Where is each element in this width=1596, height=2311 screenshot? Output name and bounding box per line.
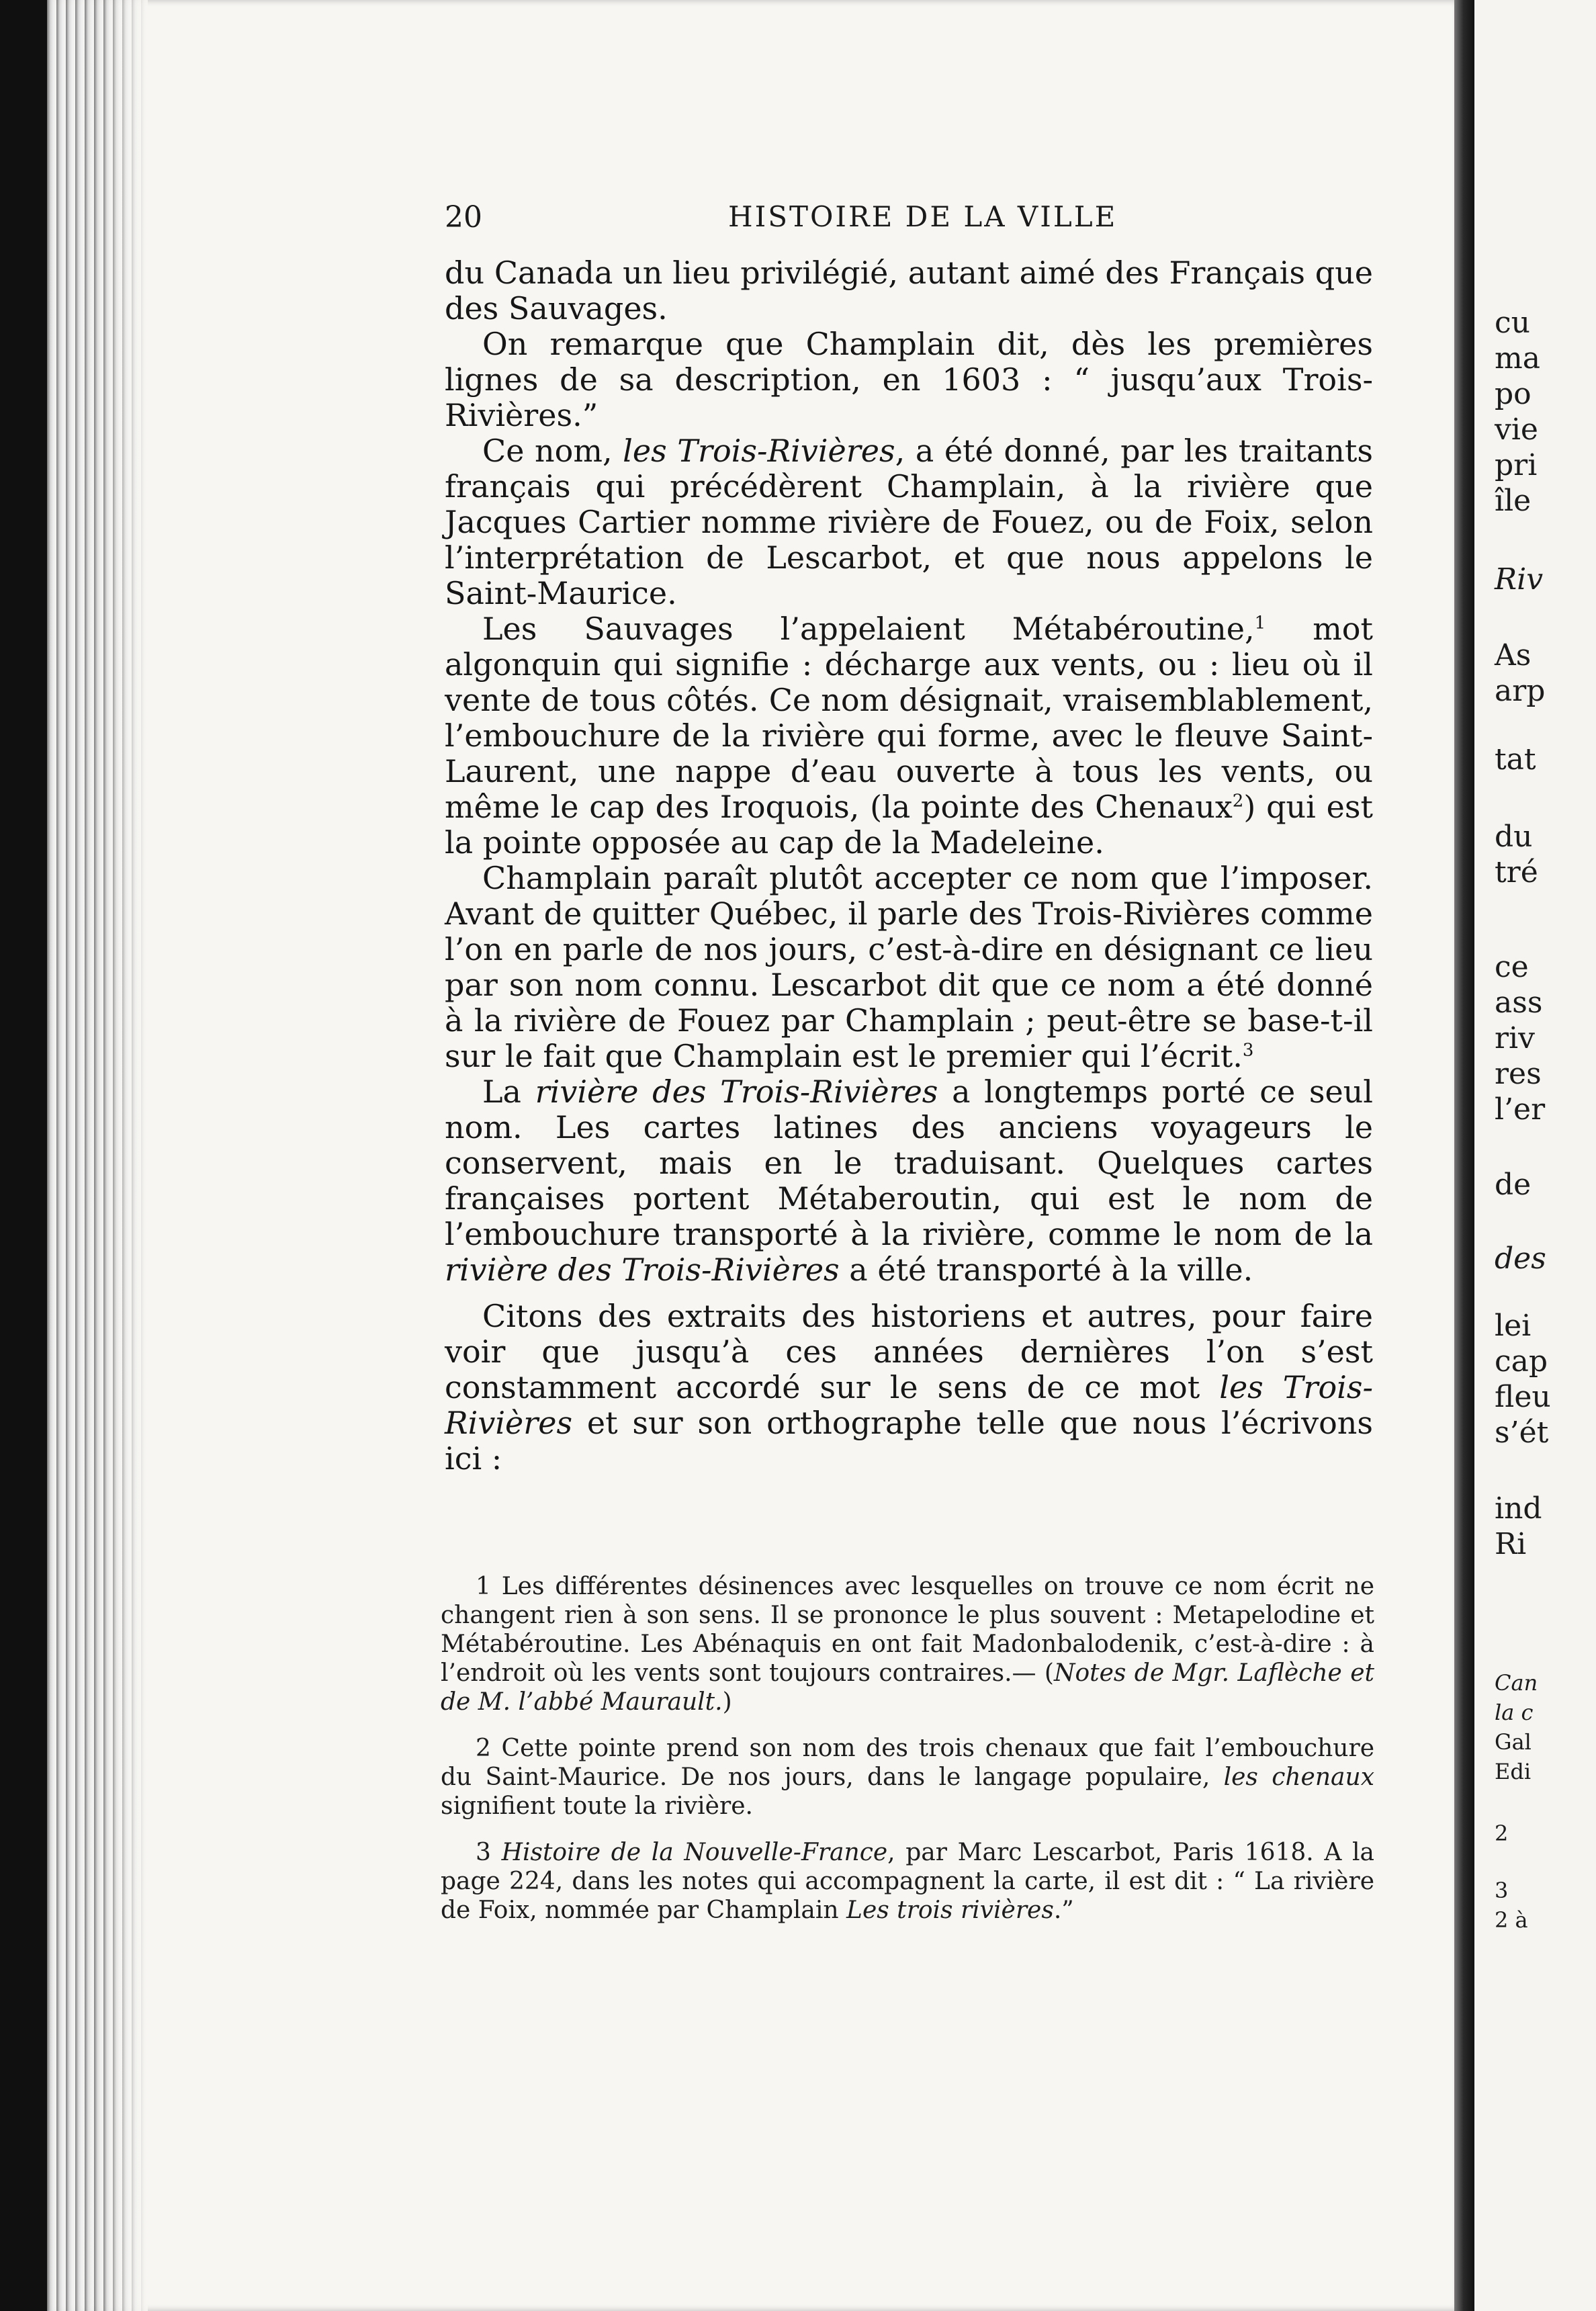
facing-line: Can: [1495, 1670, 1538, 1696]
footnote-1: [441, 1572, 1374, 1716]
paragraph: [445, 1299, 1373, 1477]
facing-line: pri: [1495, 448, 1538, 482]
footnote-text: signifient toute la rivière.: [441, 1792, 753, 1820]
footnote-text: 2 Cette pointe prend son nom des trois chenaux que fait l’embouchure du Saint-Maurice. De nos jours, dans le langage populaire,: [441, 1735, 1374, 1791]
footnote-ref: 2: [1232, 791, 1244, 812]
paragraph: [445, 861, 1373, 1074]
facing-line: tat: [1495, 742, 1536, 777]
facing-line: des: [1495, 1241, 1546, 1276]
facing-line: l’er: [1495, 1092, 1546, 1127]
running-head: HISTOIRE DE LA VILLE: [728, 200, 1118, 233]
footnote-text: 1 Les différentes désinences avec lesquelles on trouve ce nom écrit ne changent rien à son sens. Il se prononce le plus souvent : Metapelodine et Métabéroutine. Les Abénaquis en ont fait Madonbalodenik, c’est-à-dire : à l’endroit où les vents sont toujours contraires.— (: [441, 1573, 1374, 1687]
paragraph-text: Champlain paraît plutôt accepter ce nom que l’imposer. Avant de quitter Québec, il parle des Trois-Rivières comme l’on en parle de nos jours, c’est-à-dire en désignant ce lieu par son nom connu. Lescarbot dit que ce nom a été donné à la rivière de Fouez par Champlain ; peut-être se base-t-il sur le fait que Champlain est le premier qui l’écrit.: [445, 860, 1373, 1074]
facing-line: lei: [1495, 1309, 1532, 1343]
paragraph-text: a été transporté à la ville.: [839, 1252, 1253, 1288]
facing-line: ma: [1495, 341, 1540, 376]
facing-line: ass: [1495, 986, 1543, 1020]
facing-line: du: [1495, 820, 1533, 854]
footnote-2: [441, 1734, 1374, 1821]
facing-line: po: [1495, 377, 1532, 411]
paragraph-text: Citons des extraits des historiens et autres, pour faire voir que jusqu’à ces années dernières l’on s’est constamment accordé sur le sens de ce mot: [445, 1298, 1373, 1405]
facing-line: vie: [1495, 412, 1538, 447]
facing-line: 3: [1495, 1878, 1509, 1903]
facing-line: cap: [1495, 1344, 1548, 1379]
facing-line: ce: [1495, 950, 1529, 984]
facing-line: 2 à: [1495, 1907, 1528, 1933]
facing-line: Gal: [1495, 1729, 1532, 1755]
footnote-ref: 3: [1242, 1040, 1254, 1061]
italic-term: les chenaux: [1223, 1763, 1374, 1791]
paragraph: [445, 433, 1373, 611]
facing-line: Edi: [1495, 1759, 1532, 1784]
paragraph-text: ) qui est la pointe opposée au cap de la Madeleine.: [445, 789, 1373, 861]
paragraph-text: a longtemps porté ce seul nom. Les cartes latines des anciens voyageurs le conservent, mais en le traduisant. Quelques cartes françaises portent Métaberoutin, qui est le nom de l’embouchure transporté à la rivière, comme le nom de la: [445, 1074, 1374, 1252]
paragraph-text: mot algonquin qui signifie : décharge aux vents, ou : lieu où il vente de tous côtés. Ce nom désignait, vraisemblablement, l’embouchure de la rivière qui forme, avec le fleuve Saint-Laurent, une nappe d’eau ouverte à tous les vents, ou même le cap des Iroquois, (la pointe des Chenaux: [445, 611, 1373, 825]
facing-line: de: [1495, 1168, 1532, 1202]
facing-line: s’ét: [1495, 1415, 1549, 1450]
paragraph-text: Ce nom,: [482, 433, 623, 469]
italic-term: Les trois rivières: [846, 1896, 1054, 1924]
book-title: Histoire de la Nouvelle-France: [501, 1839, 888, 1866]
scan-left-margin: [0, 0, 47, 2311]
body-text: [445, 255, 1373, 1477]
facing-line: Ri: [1495, 1527, 1527, 1561]
facing-line: riv: [1495, 1021, 1535, 1055]
facing-line: arp: [1495, 674, 1546, 708]
footnote-text: 3: [476, 1839, 502, 1866]
facing-line: 2: [1495, 1821, 1509, 1846]
footnotes: [441, 1572, 1374, 1925]
facing-line: ind: [1495, 1491, 1542, 1526]
paragraph-text: On remarque que Champlain dit, dès les premières lignes de sa description, en 1603 : “ jusqu’aux Trois-Rivières.”: [445, 326, 1373, 433]
italic-term: les Trois-Rivières: [623, 433, 895, 469]
paragraph: [445, 1074, 1373, 1288]
footnote-text: , par Marc Lescarbot, Paris 1618. A la page 224, dans les notes qui accompagnent la carte, il est dit : “ La rivière de Foix, nommée par Champlain: [441, 1839, 1374, 1924]
paragraph: [445, 326, 1373, 433]
footnote-text: .”: [1053, 1896, 1074, 1924]
footnote-source: Notes de Mgr. Laflèche et de M. l’abbé Maurault.: [441, 1659, 1374, 1716]
book-gutter: [1454, 0, 1474, 2311]
italic-term: rivière des Trois-Rivières: [535, 1074, 938, 1110]
facing-line: res: [1495, 1057, 1542, 1091]
paragraph-text: La: [482, 1074, 535, 1110]
paragraph: [445, 255, 1373, 326]
facing-line: As: [1495, 638, 1532, 672]
paragraph-text: , a été donné, par les traitants français qui précédèrent Champlain, à la rivière que Jacques Cartier nomme rivière de Fouez, ou de Foix, selon l’interprétation de Lescarbot, et que nous appelons le Saint-Maurice.: [445, 433, 1373, 611]
paragraph: [445, 611, 1373, 861]
facing-line: tré: [1495, 855, 1538, 889]
facing-page: [1474, 0, 1596, 2311]
footnote-text: ): [722, 1688, 732, 1716]
facing-line: île: [1495, 484, 1532, 518]
italic-term: rivière des Trois-Rivières: [445, 1252, 840, 1288]
italic-term: les Trois-Rivières: [445, 1369, 1374, 1441]
paragraph-text: et sur son orthographe telle que nous l’écrivons ici :: [445, 1405, 1373, 1477]
footnote-ref: 1: [1254, 613, 1266, 634]
footnote-3: [441, 1838, 1374, 1925]
paragraph-text: Les Sauvages l’appelaient Métabéroutine,: [482, 611, 1255, 647]
facing-line: la c: [1495, 1700, 1534, 1725]
facing-line: cu: [1495, 306, 1530, 340]
facing-line: Riv: [1495, 562, 1544, 597]
paragraph-text: du Canada un lieu privilégié, autant aimé des Français que des Sauvages.: [445, 255, 1373, 326]
facing-line: fleu: [1495, 1380, 1551, 1414]
page-number: 20: [445, 200, 482, 234]
page-edge-stack: [47, 0, 148, 2311]
